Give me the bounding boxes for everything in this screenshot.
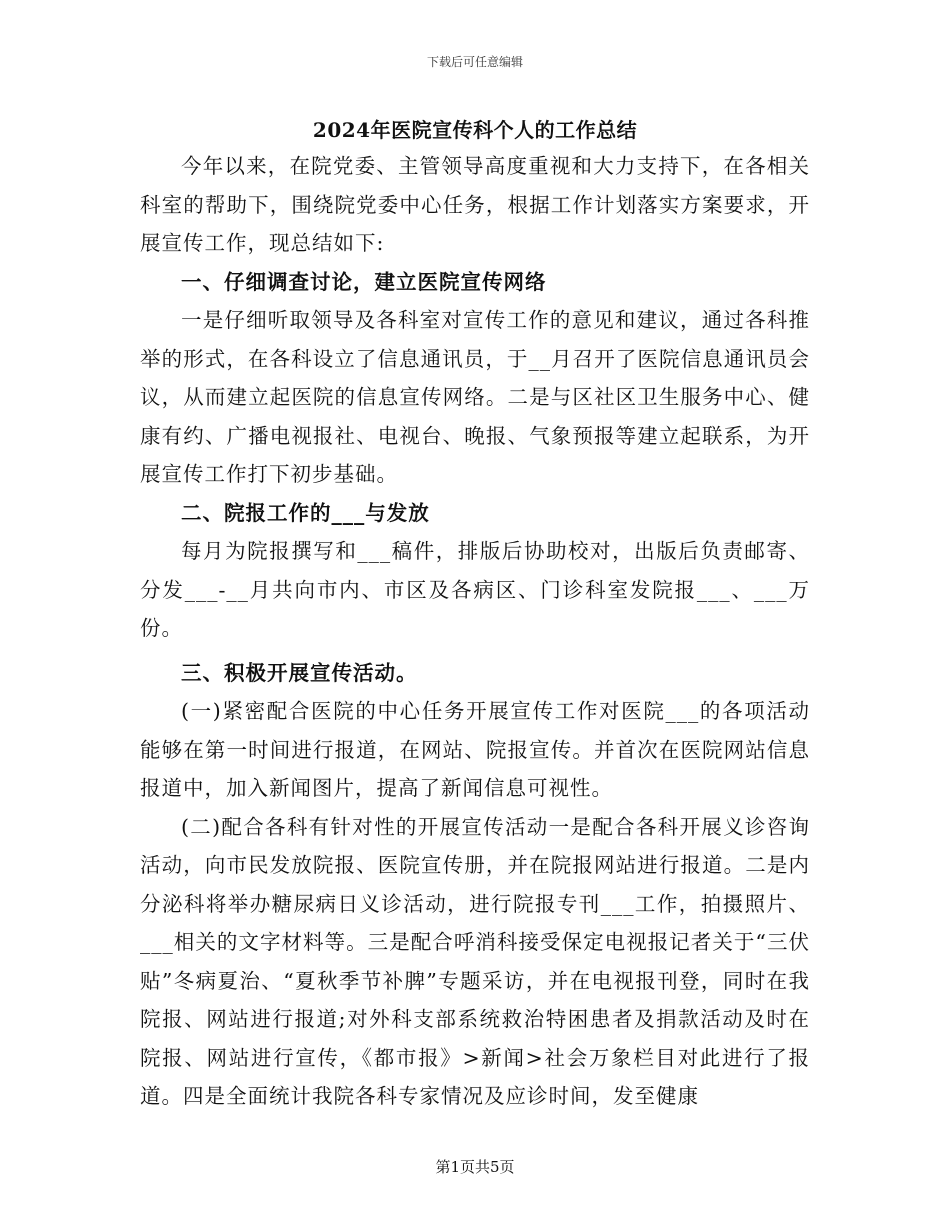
section-2-heading: 二、院报工作的___与发放 <box>181 500 430 525</box>
section-3-paragraph-2: (二)配合各科有针对性的开展宣传活动一是配合各科开展义诊咨询活动，向市民发放院报、医院宣传册，并在院报网站进行报道。二是内分泌科将举办糖尿病日义诊活动，进行院报专刊___工作，拍摄照片、___相关的文字材料等。三是配合呼消科接受保定电视报记者关于“三伏贴”冬病夏治、“夏秋季节补脾”专题采访，并在电视报刊登，同时在我院报、网站进行报道;对外科支部系统救治特困患者及捐款活动及时在院报、网站进行宣传，《都市报》>新闻>社会万象栏目对此进行了报道。四是全面统计我院各科专家情况及应诊时间，发至健康 <box>140 814 810 1108</box>
section-2-paragraph: 每月为院报撰写和___稿件，排版后协助校对，出版后负责邮寄、分发___-__月共向市内、市区及各病区、门诊科室发院报___、___万份。 <box>140 539 810 640</box>
section-1-paragraph: 一是仔细听取领导及各科室对宣传工作的意见和建议，通过各科推举的形式，在各科设立了信息通讯员，于__月召开了医院信息通讯员会议，从而建立起医院的信息宣传网络。二是与区社区卫生服务中心、健康有约、广播电视报社、电视台、晚报、气象预报等建立起联系，为开展宣传工作打下初步基础。 <box>140 308 810 486</box>
page-number: 第1页共5页 <box>435 1158 515 1176</box>
section-3-paragraph-1: (一)紧密配合医院的中心任务开展宣传工作对医院___的各项活动能够在第一时间进行报道，在网站、院报宣传。并首次在医院网站信息报道中，加入新闻图片，提高了新闻信息可视性。 <box>140 699 810 800</box>
document-title: 2024年医院宣传科个人的工作总结 <box>312 118 638 142</box>
section-1-heading: 一、仔细调查讨论，建立医院宣传网络 <box>181 269 547 294</box>
intro-paragraph: 今年以来，在院党委、主管领导高度重视和大力支持下，在各相关科室的帮助下，围绕院党委中心任务，根据工作计划落实方案要求，开展宣传工作，现总结如下: <box>140 154 810 255</box>
section-3-heading: 三、积极开展宣传活动。 <box>181 660 418 685</box>
document-body <box>140 147 810 1116</box>
page-header-note: 下载后可任意编辑 <box>426 55 523 69</box>
